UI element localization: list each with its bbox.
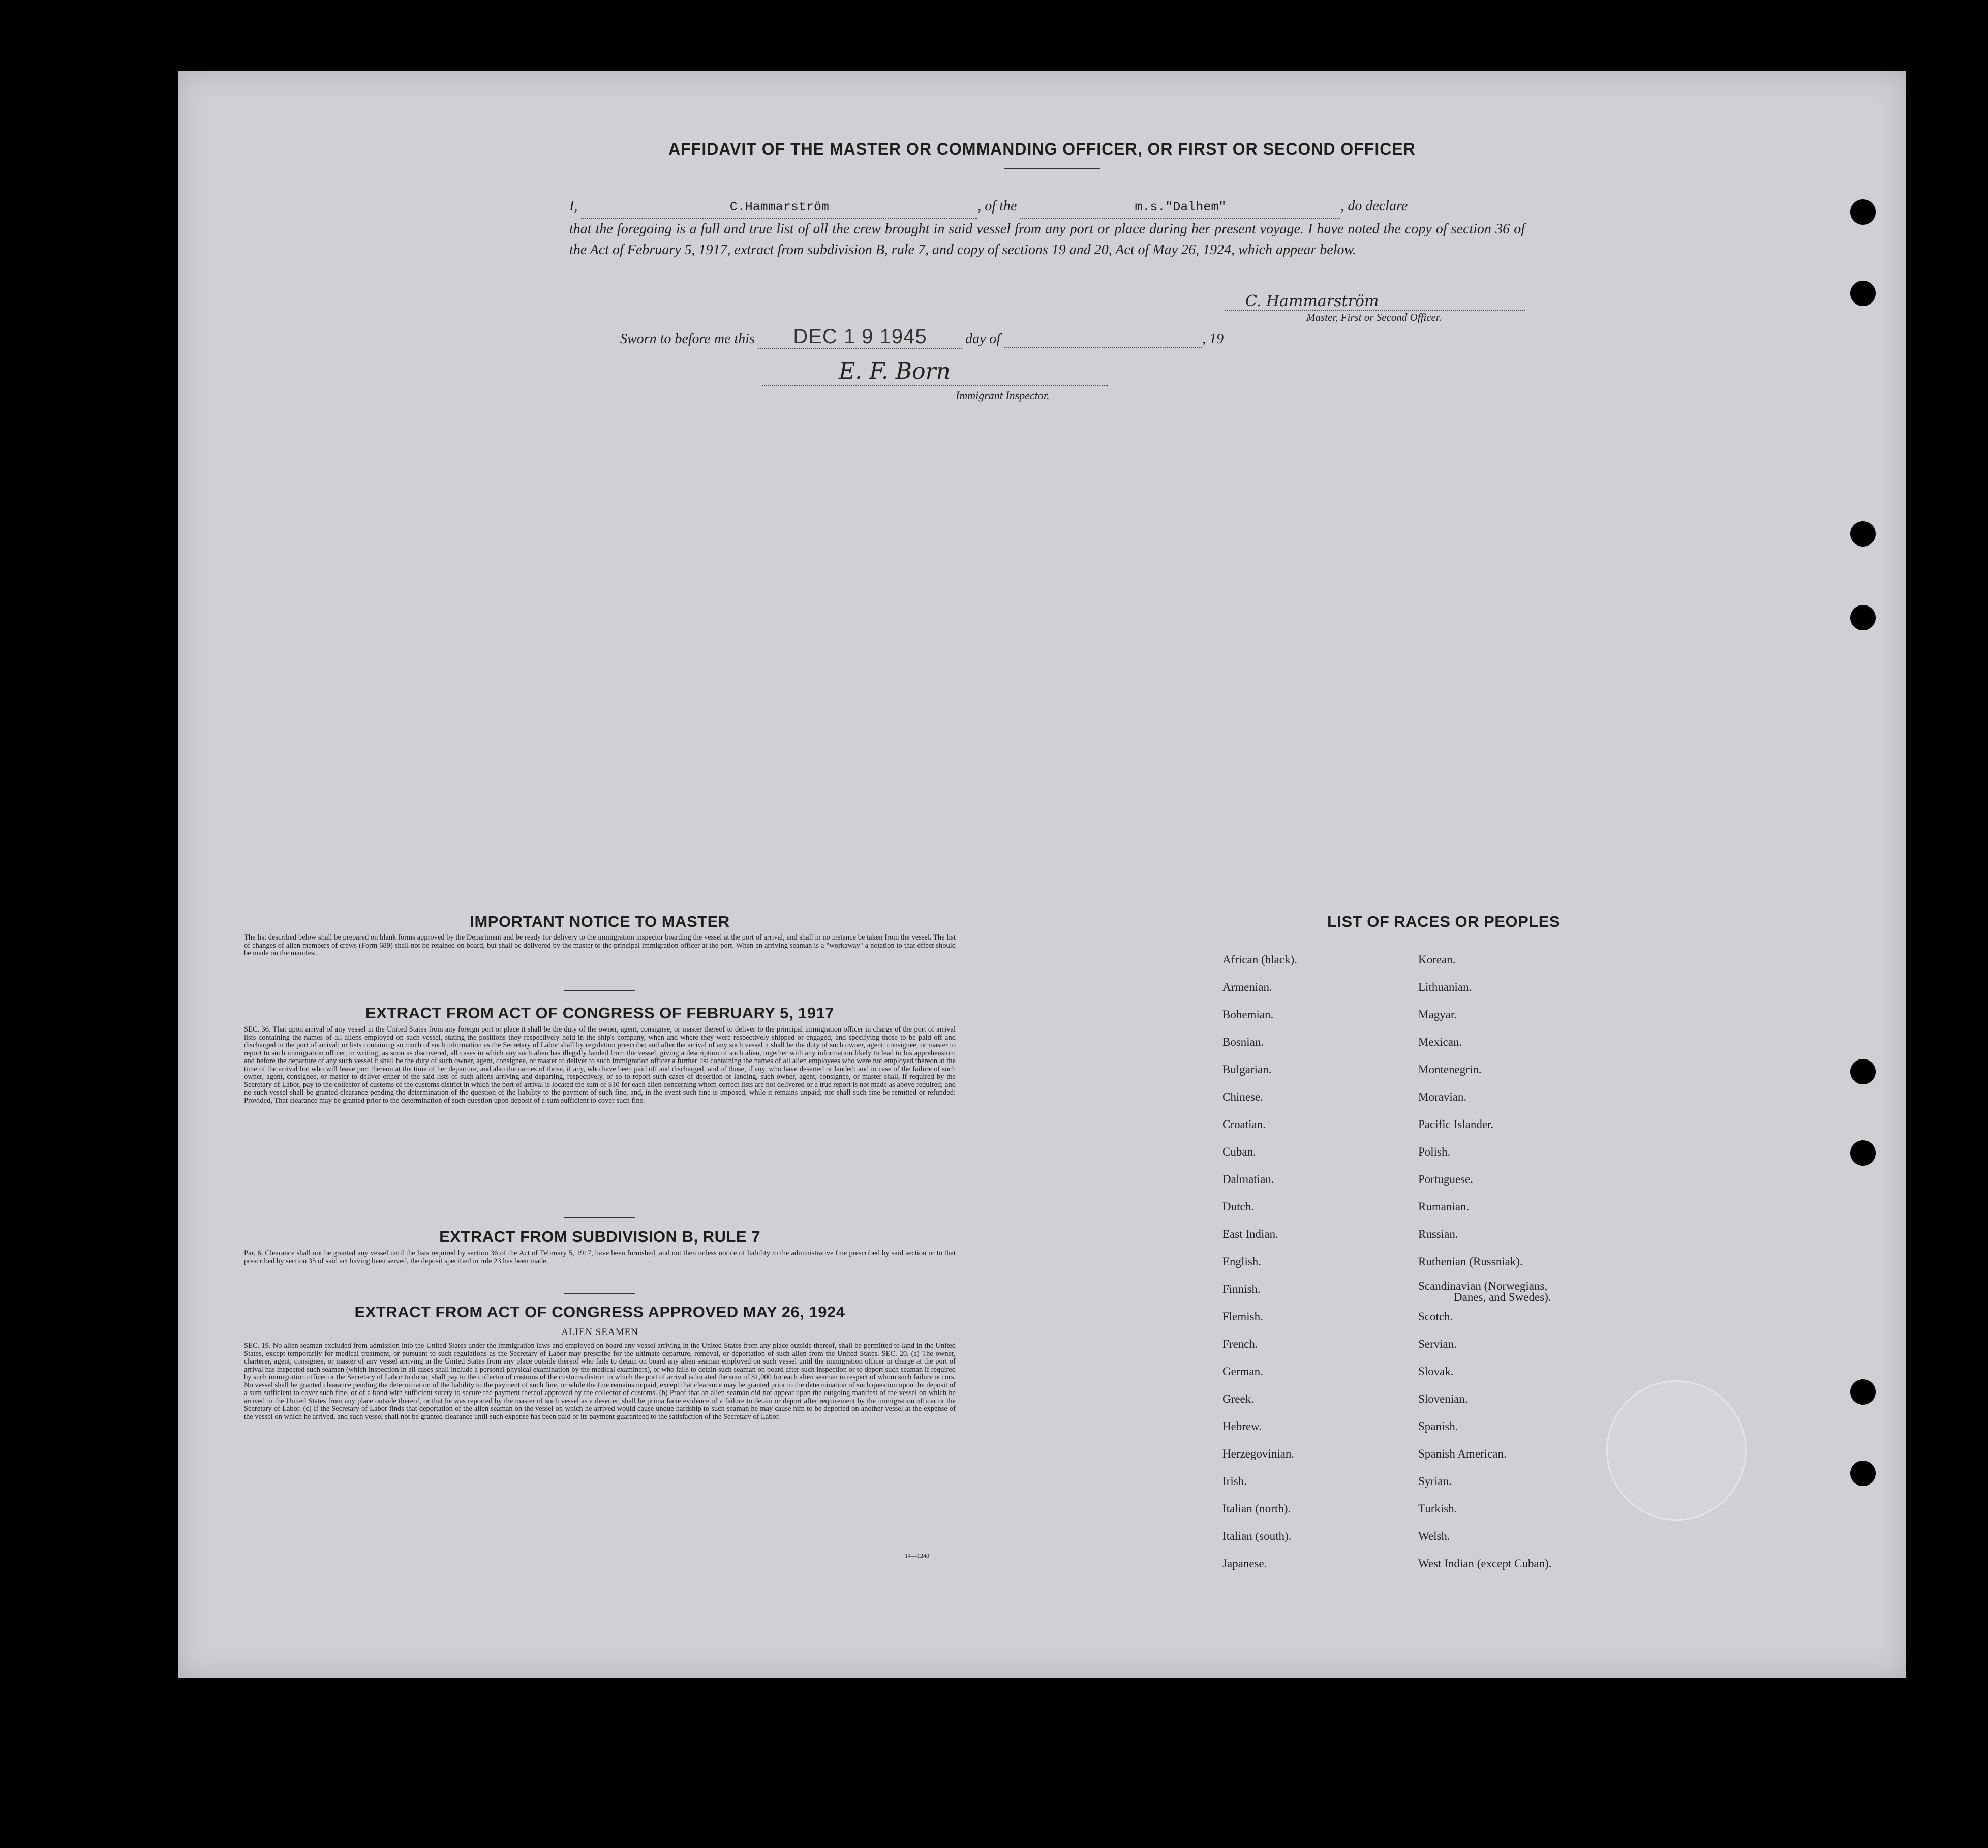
race-right-item: Slovenian. bbox=[1418, 1392, 1468, 1405]
pronoun: I, bbox=[569, 198, 578, 214]
inspector-caption: Immigrant Inspector. bbox=[956, 389, 1050, 402]
race-left-item: Chinese. bbox=[1222, 1090, 1263, 1103]
race-left-item: Croatian. bbox=[1222, 1118, 1266, 1131]
extract-1924-title: EXTRACT FROM ACT OF CONGRESS APPROVED MAY 26, 1924 bbox=[354, 1303, 845, 1321]
title-underline bbox=[1004, 168, 1100, 169]
race-left-item: East Indian. bbox=[1222, 1228, 1278, 1240]
affidavit-title: AFFIDAVIT OF THE MASTER OR COMMANDING OFFICER, OR FIRST OR SECOND OFFICER bbox=[668, 140, 1416, 158]
master-name-field bbox=[581, 196, 977, 219]
race-right-item: Servian. bbox=[1418, 1338, 1457, 1350]
race-left-item: French. bbox=[1222, 1338, 1258, 1350]
race-right-item: Polish. bbox=[1418, 1145, 1451, 1158]
extract-1924-subtitle: ALIEN SEAMEN bbox=[561, 1327, 638, 1338]
race-left-item: Cuban. bbox=[1222, 1145, 1256, 1158]
race-right-item: Ruthenian (Russniak). bbox=[1418, 1255, 1523, 1268]
race-right-item-continuation: Danes, and Swedes). bbox=[1454, 1291, 1551, 1304]
race-left-item: English. bbox=[1222, 1255, 1262, 1268]
race-right-item: Syrian. bbox=[1418, 1475, 1452, 1488]
race-right-item: Turkish. bbox=[1418, 1502, 1457, 1515]
race-left-item: Italian (north). bbox=[1222, 1502, 1291, 1515]
race-left-item: Bohemian. bbox=[1222, 1008, 1274, 1021]
race-right-item: Spanish. bbox=[1418, 1420, 1458, 1433]
binder-hole bbox=[1850, 1140, 1876, 1166]
form-number: 14—1240 bbox=[905, 1552, 929, 1559]
extract-1917-body: SEC. 36. That upon arrival of any vessel in the United States from any foreign port or place it shall be the duty of the owner, agent, consignee, or master thereof to deliver to the principal immigration officer in charge of the port of arrival lists containing the names of all aliens employed on such vessel, stating the positions they respectively hold in the ship's company, when and where they were respectively shipped or engaged, and specifying those to be paid off and discharged in the port of arrival; or lists containing so much of such information as the Secretary of Labor shall by regulation prescribe; and after the arrival of any such vessel it shall be the duty of such owner, agent, consignee, or master to report to such immigration officer, in writing, as soon as discovered, all cases in which any such alien has illegally landed from the vessel, giving a description of such alien, together with any information likely to lead to his apprehension; and before the departure of any such vessel it shall be the duty of such owner, agent, consignee, or master to deliver to such immigration officer a further list containing the names of all alien employees who were not employed thereon at the time of the arrival but who will leave port thereon at the time of her departure, and also the names of those, if any, who have been paid off and discharged, and of those, if any, who have deserted or landed; and in case of the failure of such owner, agent, consignee, or master to deliver either of the said lists of such aliens arriving and departing, respectively, or so to report such cases of desertion or landing, such owner, agent, consignee, or master shall, if required by the Secretary of Labor, pay to the collector of customs of the customs district in which the port of arrival is located the sum of $10 for each alien concerning whom correct lists are not delivered or a true report is not made as above required; and no such vessel shall be granted clearance pending the determination of the question of the liability to the payment of such fine, and, in the event such fine is imposed, while it remains unpaid; nor shall such fine be remitted or refunded: Provided, That clearance may be granted prior to the determination of such question upon deposit of a sum sufficient to cover such fine. bbox=[244, 1025, 956, 1105]
embossed-seal bbox=[1606, 1380, 1747, 1521]
race-right-item: Scandinavian (Norwegians, bbox=[1418, 1280, 1548, 1292]
month-field bbox=[1004, 331, 1202, 348]
binder-hole bbox=[1850, 281, 1876, 306]
notice-body: The list described below shall be prepared on blank forms approved by the Department and be ready for delivery to the immigration inspector boarding the vessel at the port of arrival, and shall in no instance be taken from the vessel. The list of changes of alien members of crews (Form 689) shall not be retained on board, but shall be delivered by the master to the principal immigration officer at the port. When an arriving seaman is a "workaway" a notation to that effect should be made on the manifest. bbox=[244, 933, 956, 957]
race-right-item: Spanish American. bbox=[1418, 1447, 1507, 1460]
binder-hole bbox=[1850, 1461, 1876, 1486]
race-right-item: Rumanian. bbox=[1418, 1200, 1470, 1213]
master-signature: C. Hammarström bbox=[1225, 292, 1525, 311]
binder-hole bbox=[1850, 199, 1876, 225]
race-left-item: Finnish. bbox=[1222, 1283, 1261, 1295]
race-left-item: Herzegovinian. bbox=[1222, 1447, 1295, 1460]
master-signature-block bbox=[1225, 292, 1525, 324]
race-right-item: Lithuanian. bbox=[1418, 981, 1472, 993]
race-right-item: Moravian. bbox=[1418, 1090, 1467, 1103]
rule-1 bbox=[564, 990, 635, 991]
declare-text: , do declare bbox=[1340, 198, 1408, 214]
inspector-signature: E. F. Born bbox=[762, 358, 1108, 386]
race-right-item: Montenegrin. bbox=[1418, 1063, 1482, 1076]
affidavit-statement: that the foregoing is a full and true list of all the crew brought in said vessel from any port or place during her present voyage. I have noted the copy of section 36 of the Act of February 5, 1917, extract from subdivision B, rule 7, and copy of sections 19 and 20, Act of May 26, 1924, which appear below. bbox=[569, 221, 1525, 258]
binder-hole bbox=[1850, 605, 1876, 630]
race-left-item: Greek. bbox=[1222, 1392, 1254, 1405]
binder-hole bbox=[1850, 1379, 1876, 1405]
race-right-item: Mexican. bbox=[1418, 1036, 1462, 1048]
notice-title: IMPORTANT NOTICE TO MASTER bbox=[470, 913, 730, 930]
race-right-item: Portuguese. bbox=[1418, 1173, 1473, 1186]
extract-1917-title: EXTRACT FROM ACT OF CONGRESS OF FEBRUARY 5, 1917 bbox=[365, 1004, 834, 1022]
rule-3 bbox=[564, 1293, 635, 1294]
of-the-text: , of the bbox=[977, 198, 1017, 214]
vessel-name: m.s."Dalhem" bbox=[1135, 200, 1227, 215]
extract-rule7-body: Par. 6. Clearance shall not be granted any vessel until the lists required by section 36 of the Act of February 5, 1917, have been furnished, and not then unless notice of liability to the administrative fine prescribed by said section or to that prescribed by section 35 of said act having been served, the deposit specified in rule 23 has been made. bbox=[244, 1249, 956, 1265]
race-left-item: Dutch. bbox=[1222, 1200, 1254, 1213]
race-right-item: West Indian (except Cuban). bbox=[1418, 1557, 1552, 1570]
year-prefix: , 19 bbox=[1202, 331, 1224, 347]
race-left-item: Italian (south). bbox=[1222, 1530, 1292, 1542]
binder-hole bbox=[1850, 521, 1876, 547]
race-right-item: Russian. bbox=[1418, 1228, 1458, 1240]
rule-2 bbox=[564, 1217, 635, 1218]
race-left-item: Japanese. bbox=[1222, 1557, 1267, 1570]
document-page bbox=[178, 71, 1906, 1678]
affidavit-body bbox=[569, 196, 1525, 260]
affidavit-declaration-line bbox=[569, 196, 1525, 219]
race-left-item: Irish. bbox=[1222, 1475, 1247, 1488]
extract-rule7-title: EXTRACT FROM SUBDIVISION B, RULE 7 bbox=[439, 1228, 760, 1246]
race-left-item: Bosnian. bbox=[1222, 1036, 1264, 1048]
race-left-item: African (black). bbox=[1222, 953, 1297, 966]
race-left-item: Flemish. bbox=[1222, 1310, 1263, 1323]
race-left-item: Armenian. bbox=[1222, 981, 1272, 993]
master-name: C.Hammarström bbox=[729, 200, 829, 215]
binder-hole bbox=[1850, 1059, 1876, 1084]
vessel-field bbox=[1020, 196, 1340, 219]
race-right-item: Korean. bbox=[1418, 953, 1456, 966]
inspector-signature-block bbox=[762, 358, 1108, 402]
master-caption: Master, First or Second Officer. bbox=[1306, 311, 1442, 323]
day-of-text: day of bbox=[965, 331, 1001, 347]
race-left-item: German. bbox=[1222, 1365, 1263, 1378]
race-right-item: Magyar. bbox=[1418, 1008, 1457, 1021]
races-title: LIST OF RACES OR PEOPLES bbox=[1327, 913, 1561, 930]
sworn-line bbox=[620, 325, 1224, 349]
race-right-item: Pacific Islander. bbox=[1418, 1118, 1494, 1131]
race-right-item: Scotch. bbox=[1418, 1310, 1453, 1323]
date-stamp: DEC 1 9 1945 bbox=[793, 325, 927, 348]
race-left-item: Dalmatian. bbox=[1222, 1173, 1274, 1186]
race-left-item: Hebrew. bbox=[1222, 1420, 1262, 1433]
sworn-text: Sworn to before me this bbox=[620, 331, 755, 347]
race-left-item: Bulgarian. bbox=[1222, 1063, 1272, 1076]
date-field bbox=[758, 325, 962, 349]
race-right-item: Welsh. bbox=[1418, 1530, 1450, 1542]
race-right-item: Slovak. bbox=[1418, 1365, 1454, 1378]
extract-1924-body: SEC. 19. No alien seaman excluded from admission into the United States under the immigration laws and employed on board any vessel arriving in the United States from any place outside thereof, shall be permitted to land in the United States, except temporarily for medical treatment, or pursuant to such regulations as the Secretary of Labor may prescribe for the ultimate departure, removal, or deportation of such alien from the United States. SEC. 20. (a) The owner, charterer, agent, consignee, or master of any vessel arriving in the United States from any place outside thereof who fails to detain on board any alien seaman employed on such vessel until the immigration officer in charge at the port of arrival has inspected such seaman (which inspection in all cases shall include a personal physical examination by the medical examiners), or who fails to detain such seaman on board after such inspection or to deport such seaman if required by such immigration officer or the Secretary of Labor to do so, shall pay to the collector of customs of the customs district in which the port of arrival is located the sum of $1,000 for each alien seaman in respect of whom such failure occurs. No vessel shall be granted clearance pending the determination of the liability to the payment of such fine, or while the fine remains unpaid, except that clearance may be granted prior to the determination of such question upon the deposit of a sum sufficient to cover such fine, or of a bond with sufficient surety to secure the payment thereof approved by the collector of customs. (b) Proof that an alien seaman did not appear upon the outgoing manifest of the vessel on which he arrived in the United States from any place outside thereof, or that he was reported by the master of such vessel as a deserter, shall be prima facie evidence of a failure to detain or deport after requirement by the immigration officer or the Secretary of Labor. (c) If the Secretary of Labor finds that deportation of the alien seaman on the vessel on which he arrived would cause undue hardship to such seaman he may cause him to be deported on another vessel at the expense of the vessel on which he arrived, and such vessel shall not be granted clearance until such expense has been paid or its payment guaranteed to the satisfaction of the Secretary of Labor. bbox=[244, 1342, 956, 1421]
